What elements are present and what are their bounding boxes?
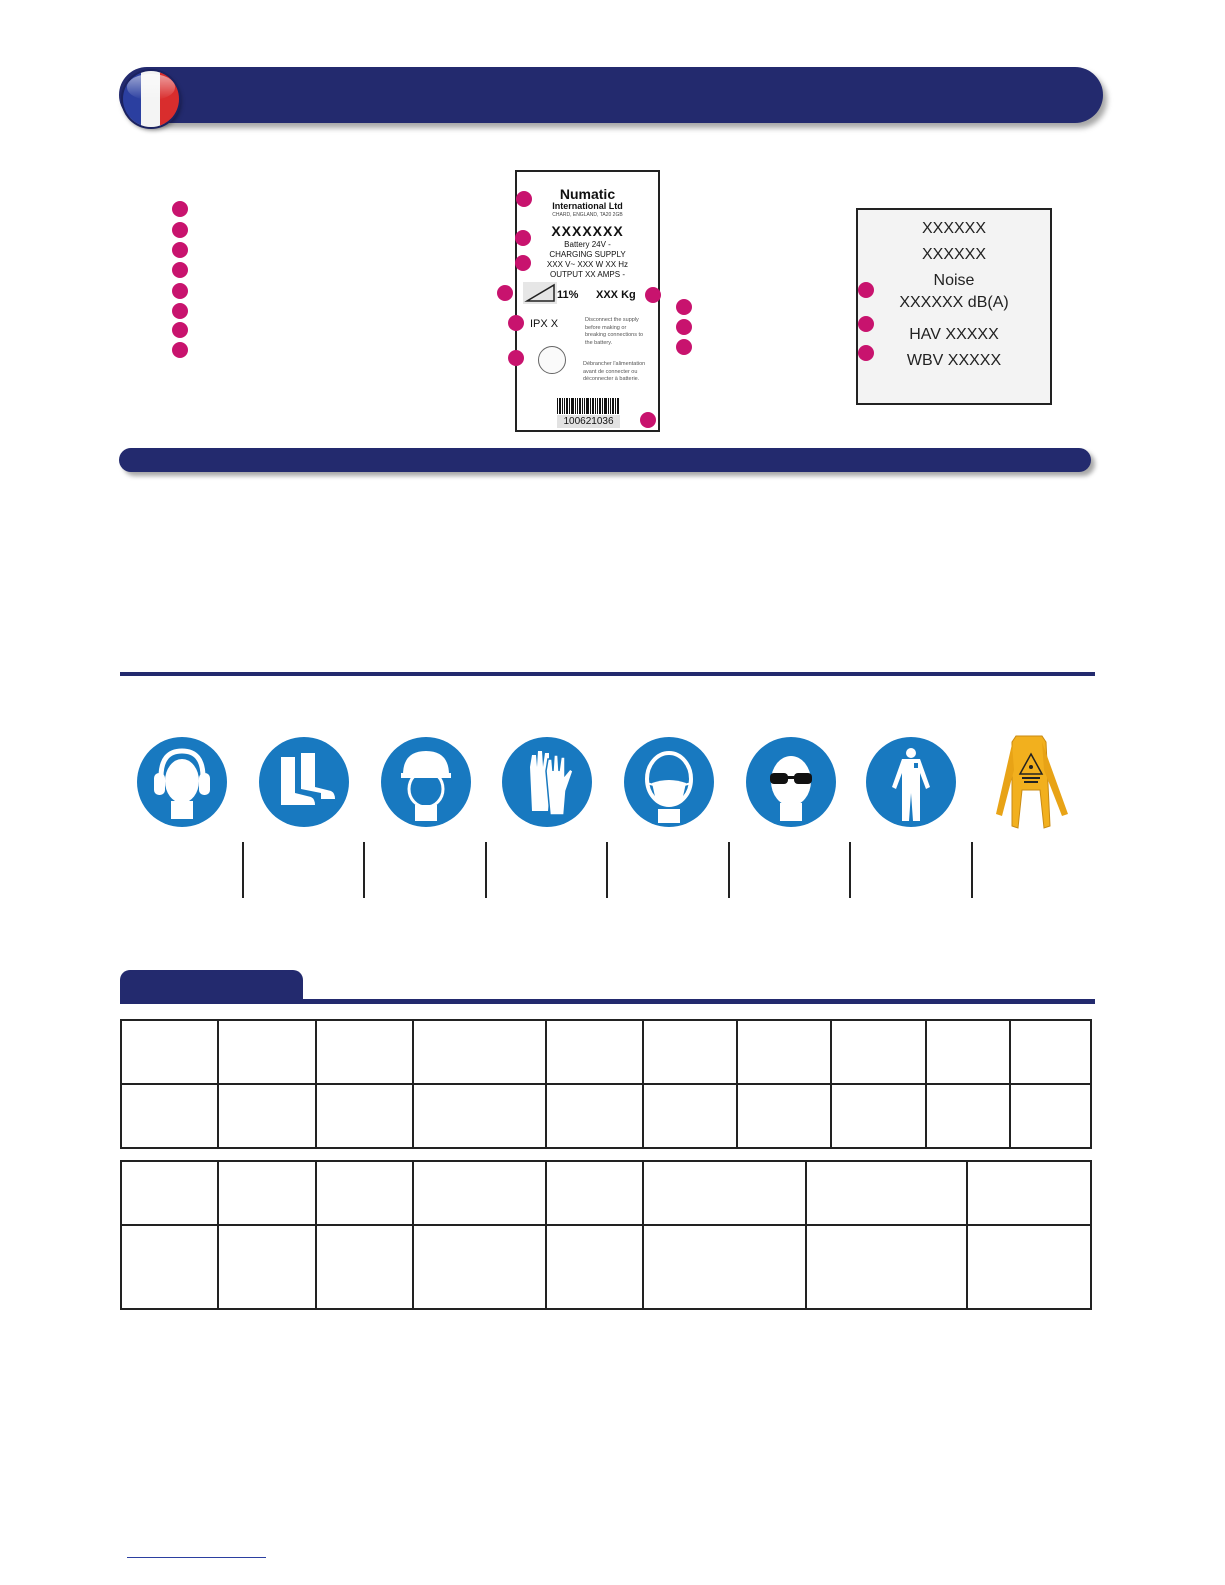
footer-link-underline [127, 1557, 266, 1558]
label-brand: Numatic [559, 186, 616, 202]
marker-dot [516, 191, 532, 207]
vib-line-2: XXXXXX [921, 246, 987, 263]
tab-underline [120, 999, 1095, 1004]
barcode-icon [557, 398, 619, 414]
marker-dot [172, 303, 188, 319]
marker-dot [645, 287, 661, 303]
label-charging-values: XXX V~ XXX W XX Hz [546, 260, 629, 269]
table-cell [831, 1084, 926, 1148]
table-cell [121, 1225, 218, 1309]
label-battery: Battery 24V - [564, 240, 611, 249]
table-cell [806, 1161, 967, 1225]
table-cell [926, 1084, 1010, 1148]
table-cell [316, 1161, 413, 1225]
gradient-icon [523, 282, 557, 304]
hav-value: HAV XXXXX [909, 326, 999, 343]
marker-dot [508, 315, 524, 331]
marker-dot [858, 282, 874, 298]
table-cell [926, 1020, 1010, 1084]
label-weight: XXX Kg [596, 289, 636, 301]
marker-dot [172, 283, 188, 299]
table-cell [643, 1161, 806, 1225]
table-cell [967, 1161, 1091, 1225]
label-barcode-number: 100621036 [557, 415, 620, 428]
label-charging-title: CHARGING SUPPLY [549, 250, 626, 259]
table-cell [643, 1225, 806, 1309]
table-cell [413, 1161, 546, 1225]
table-cell [806, 1225, 967, 1309]
table-cell [121, 1020, 218, 1084]
face-mask-icon [624, 737, 714, 827]
table-cell [218, 1084, 316, 1148]
spec-table-2 [120, 1160, 1092, 1310]
noise-value: XXXXXX dB(A) [899, 294, 1009, 311]
marker-dot [515, 230, 531, 246]
table-cell [1010, 1084, 1091, 1148]
noise-label: Noise [933, 272, 975, 289]
separator [485, 842, 487, 898]
label-ip-rating: IPX X [530, 318, 559, 330]
label-model: XXXXXXX [551, 223, 624, 239]
label-disconnect-en: Disconnect the supply before making or breaking connections to the battery. [585, 317, 644, 346]
table-cell [831, 1020, 926, 1084]
table-cell [316, 1084, 413, 1148]
spec-table-1 [120, 1019, 1092, 1149]
table-cell [546, 1084, 643, 1148]
table-cell [546, 1020, 643, 1084]
table-cell [316, 1020, 413, 1084]
marker-dot [858, 316, 874, 332]
vibration-noise-label [856, 208, 1052, 405]
separator [606, 842, 608, 898]
table-cell [413, 1084, 546, 1148]
protective-clothing-icon [866, 737, 956, 827]
table-cell [643, 1020, 737, 1084]
marker-dot [497, 285, 513, 301]
table-cell [546, 1225, 643, 1309]
table-row [121, 1225, 1091, 1309]
section-bar [119, 448, 1091, 472]
divider [120, 672, 1095, 676]
table-row [121, 1020, 1091, 1084]
safety-boots-icon [259, 737, 349, 827]
marker-dot [172, 242, 188, 258]
table-cell [643, 1084, 737, 1148]
marker-dot [515, 255, 531, 271]
label-gradient: 11% [557, 289, 579, 301]
marker-dot [858, 345, 874, 361]
separator [728, 842, 730, 898]
marker-dot [640, 412, 656, 428]
gloves-icon [502, 737, 592, 827]
label-disconnect-fr: Débrancher l'alimentation avant de connecter ou déconnecter à batterie. [583, 361, 646, 382]
wbv-value: WBV XXXXX [906, 352, 1002, 369]
eye-protection-icon [746, 737, 836, 827]
table-cell [316, 1225, 413, 1309]
separator [971, 842, 973, 898]
table-row [121, 1084, 1091, 1148]
table-cell [218, 1161, 316, 1225]
table-cell [121, 1084, 218, 1148]
label-company: International Ltd [552, 201, 623, 211]
battery-symbol-icon [538, 346, 566, 374]
french-flag-icon [123, 71, 179, 127]
table-cell [218, 1225, 316, 1309]
table-cell [737, 1020, 831, 1084]
marker-dot [676, 339, 692, 355]
table-cell [218, 1020, 316, 1084]
marker-dot [676, 299, 692, 315]
marker-dot [508, 350, 524, 366]
table-cell [546, 1161, 643, 1225]
label-output: OUTPUT XX AMPS - [550, 270, 625, 279]
marker-dot [676, 319, 692, 335]
wet-floor-sign-icon [990, 730, 1072, 832]
marker-dot [172, 222, 188, 238]
table-cell [1010, 1020, 1091, 1084]
table-cell [413, 1225, 546, 1309]
separator [242, 842, 244, 898]
label-address: CHARD, ENGLAND, TA20 2GB [552, 212, 623, 218]
table-cell [737, 1084, 831, 1148]
table-cell [967, 1225, 1091, 1309]
separator [849, 842, 851, 898]
vib-line-1: XXXXXX [921, 220, 987, 237]
ear-protection-icon [137, 737, 227, 827]
marker-dot [172, 322, 188, 338]
table-row [121, 1161, 1091, 1225]
header-banner [119, 67, 1103, 123]
separator [363, 842, 365, 898]
rating-label [515, 170, 660, 432]
marker-dot [172, 201, 188, 217]
marker-dot [172, 342, 188, 358]
table-cell [413, 1020, 546, 1084]
table-cell [121, 1161, 218, 1225]
marker-dot [172, 262, 188, 278]
head-protection-icon [381, 737, 471, 827]
